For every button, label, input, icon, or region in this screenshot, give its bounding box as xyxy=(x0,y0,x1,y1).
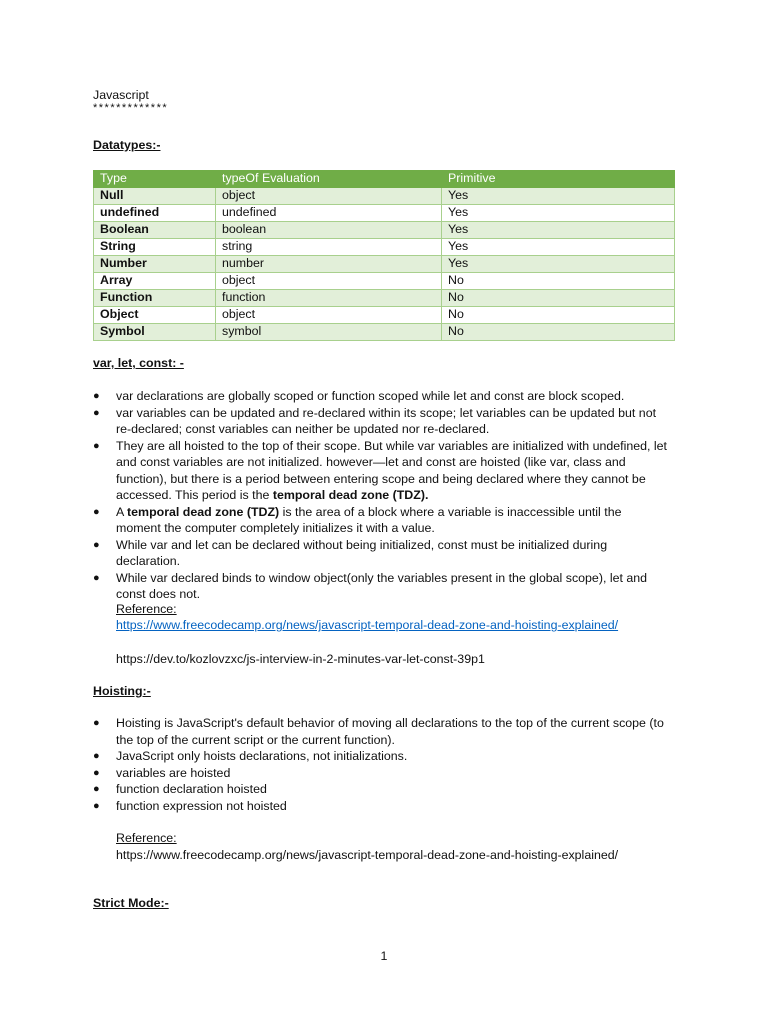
type-cell: undefined xyxy=(94,205,216,222)
primitive-cell: Yes xyxy=(442,239,675,256)
type-cell: String xyxy=(94,239,216,256)
bullet-dot-icon: ● xyxy=(93,717,100,729)
table-row xyxy=(94,239,675,256)
primitive-cell: No xyxy=(442,273,675,290)
primitive-cell: Yes xyxy=(442,256,675,273)
bullet-dot-icon: ● xyxy=(93,766,100,779)
type-cell: Number xyxy=(94,256,216,273)
primitive-cell: Yes xyxy=(442,222,675,239)
list-item: ● function expression not hoisted xyxy=(93,798,287,813)
typeof-cell: undefined xyxy=(216,205,442,222)
type-cell: Null xyxy=(94,188,216,205)
list-item: ● They are all hoisted to the top of their scope. But while var variables are initialized with undefined, let and const variables are not initialized. however—let and const are hoisted (like var, class and function), but there is a period between entering scope and being declared where they cannot be accessed. This period is the temporal dead zone (TDZ). xyxy=(93,438,668,502)
typeof-cell: boolean xyxy=(216,222,442,239)
reference-label: Reference: xyxy=(116,602,177,616)
list-item: ● While var declared binds to window object(only the variables present in the global scope), let and const does not. xyxy=(93,570,648,601)
table-header-row xyxy=(94,171,675,188)
list-item: ● Hoisting is JavaScript's default behavior of moving all declarations to the top of the current scope (to the top of the current script or the current function). xyxy=(93,716,664,747)
var-let-const-list xyxy=(93,388,668,603)
datatypes-heading: Datatypes:- xyxy=(93,138,161,152)
type-cell: Boolean xyxy=(94,222,216,239)
title-underline-stars: ************* xyxy=(93,102,169,114)
typeof-cell: object xyxy=(216,273,442,290)
typeof-cell: symbol xyxy=(216,324,442,341)
list-item: ● var declarations are globally scoped or function scoped while let and const are block scoped. xyxy=(93,389,625,403)
hoisting-list xyxy=(93,715,668,814)
strict-mode-heading: Strict Mode:- xyxy=(93,896,169,910)
freecodecamp-reference-link[interactable]: https://www.freecodecamp.org/news/javascript-temporal-dead-zone-and-hoisting-explained/ xyxy=(116,618,619,632)
column-header-type: Type xyxy=(94,171,216,188)
list-item: ● var variables can be updated and re-declared within its scope; let variables can be updated but not re-declared; const variables can neither be updated nor re-declared. xyxy=(93,405,657,436)
table-row xyxy=(94,324,675,341)
hoisting-heading: Hoisting:- xyxy=(93,684,151,698)
table-row xyxy=(94,256,675,273)
list-item: ● variables are hoisted xyxy=(93,765,231,780)
bullet-dot-icon: ● xyxy=(93,406,100,419)
bullet-dot-icon: ● xyxy=(93,571,100,584)
bullet-dot-icon: ● xyxy=(93,505,100,518)
primitive-cell: No xyxy=(442,324,675,341)
primitive-cell: Yes xyxy=(442,205,675,222)
bullet-dot-icon: ● xyxy=(93,538,100,551)
table-row xyxy=(94,273,675,290)
table-row xyxy=(94,205,675,222)
table-row xyxy=(94,188,675,205)
bullet-dot-icon: ● xyxy=(93,390,100,402)
typeof-cell: number xyxy=(216,256,442,273)
column-header-typeof: typeOf Evaluation xyxy=(216,171,442,188)
bullet-dot-icon: ● xyxy=(93,783,100,795)
var-let-const-heading: var, let, const: - xyxy=(93,356,184,370)
type-cell: Function xyxy=(94,290,216,307)
bullet-dot-icon: ● xyxy=(93,799,100,812)
list-item: ● function declaration hoisted xyxy=(93,782,267,796)
list-item: ● JavaScript only hoists declarations, not initializations. xyxy=(93,749,408,763)
type-cell: Object xyxy=(94,307,216,324)
typeof-cell: function xyxy=(216,290,442,307)
dev-to-reference-url: https://dev.to/kozlovzxc/js-interview-in-2-minutes-var-let-const-39p1 xyxy=(116,652,485,666)
typeof-cell: object xyxy=(216,188,442,205)
list-item: ● A temporal dead zone (TDZ) is the area of a block where a variable is inaccessible until the moment the computer completely initializes it with a value. xyxy=(93,504,622,535)
primitive-cell: Yes xyxy=(442,188,675,205)
hoisting-reference-url: https://www.freecodecamp.org/news/javascript-temporal-dead-zone-and-hoisting-explained/ xyxy=(116,848,619,862)
typeof-cell: object xyxy=(216,307,442,324)
primitive-cell: No xyxy=(442,290,675,307)
datatypes-table xyxy=(93,170,675,341)
column-header-primitive: Primitive xyxy=(442,171,675,188)
type-cell: Array xyxy=(94,273,216,290)
bullet-dot-icon: ● xyxy=(93,750,100,762)
list-item: ● While var and let can be declared without being initialized, const must be initialized during declaration. xyxy=(93,537,608,568)
typeof-cell: string xyxy=(216,239,442,256)
table-row xyxy=(94,307,675,324)
type-cell: Symbol xyxy=(94,324,216,341)
bullet-dot-icon: ● xyxy=(93,439,100,452)
table-row xyxy=(94,290,675,307)
hoisting-reference-label: Reference: xyxy=(116,831,177,845)
table-row xyxy=(94,222,675,239)
page-number: 1 xyxy=(380,949,388,963)
primitive-cell: No xyxy=(442,307,675,324)
document-title: Javascript xyxy=(93,88,149,102)
